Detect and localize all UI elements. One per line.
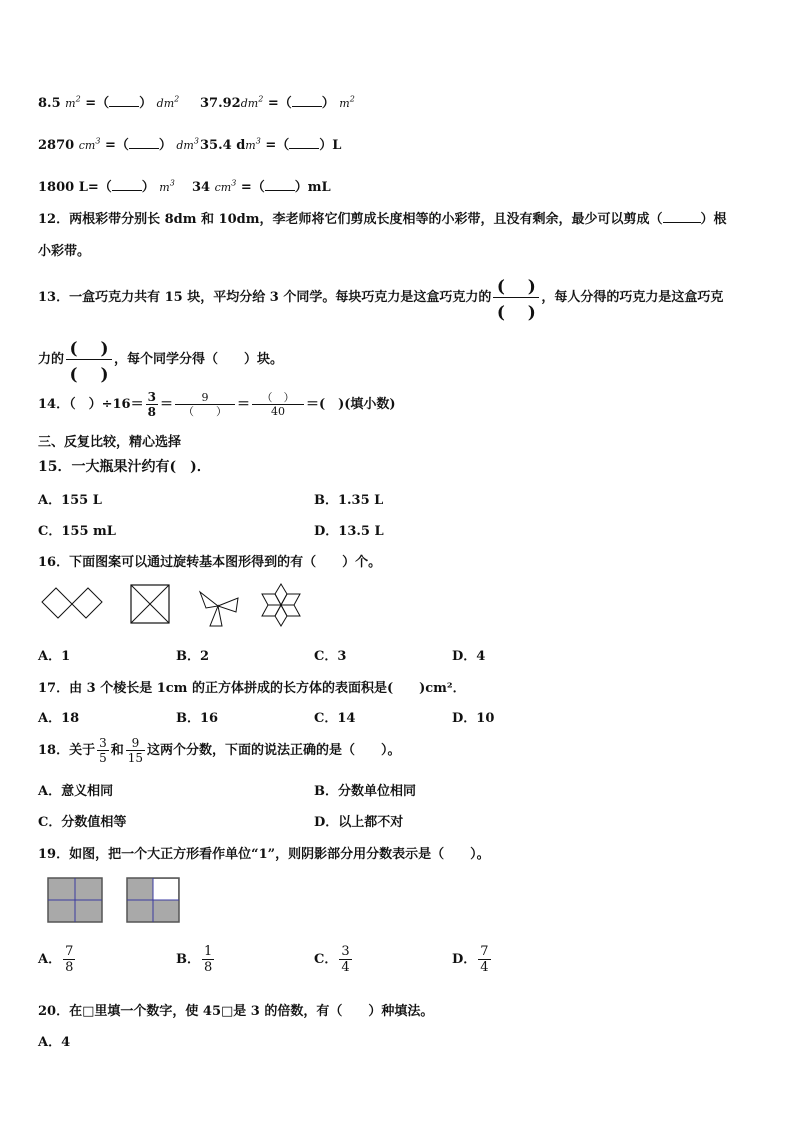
answer-blank[interactable]: [663, 210, 701, 223]
option-d[interactable]: D．4: [452, 649, 486, 664]
exponent: 3: [255, 136, 261, 146]
exponent: 3: [231, 178, 237, 188]
denominator: 4: [341, 960, 350, 975]
denominator: 15: [127, 751, 144, 765]
close: ）: [321, 96, 335, 111]
numerator: 9: [201, 391, 209, 404]
eq: =（: [267, 96, 292, 111]
close: ）: [139, 96, 153, 111]
unit-row-3: [38, 176, 175, 195]
fraction: [146, 390, 158, 419]
close: ）: [158, 138, 172, 153]
unit-row-1: [38, 92, 179, 111]
denominator: 4: [480, 960, 489, 975]
unit-row-2b: [200, 134, 341, 153]
option-b[interactable]: [176, 944, 216, 975]
question-text: 12．两根彩带分别长 8dm 和 10dm，李老师将它们剪成长度相等的小彩带，且没有剩余，最少可以剪成（: [38, 212, 663, 227]
close: ）mL: [294, 180, 331, 195]
option-a[interactable]: A．155 L: [38, 493, 102, 508]
unit: m: [159, 181, 170, 194]
unit: dm: [176, 139, 194, 152]
value: 34: [192, 180, 211, 195]
question-text: ）根: [700, 212, 727, 227]
option-a[interactable]: A．意义相同: [38, 784, 114, 799]
option-c[interactable]: C．3: [314, 649, 347, 664]
question-17: 17．由 3 个棱长是 1cm 的正方体拼成的长方体的表面积是( )cm²．: [38, 681, 466, 696]
value: 8.5: [38, 96, 61, 111]
fraction: [126, 736, 145, 765]
option-d[interactable]: D．10: [452, 711, 495, 726]
pattern-figure-1: [40, 584, 104, 624]
question-text: ，每人分得的巧克力是这盒巧克: [541, 290, 724, 305]
denominator: 8: [65, 960, 74, 975]
numerator: 3: [99, 736, 107, 750]
option-b[interactable]: B．16: [176, 711, 219, 726]
unit-row-3b: [192, 176, 331, 195]
numerator: 3: [147, 390, 156, 404]
answer-blank[interactable]: [129, 136, 159, 149]
question-13: [38, 272, 723, 323]
exponent: 2: [258, 94, 264, 104]
value: 1800 L=（: [38, 180, 112, 195]
option-d[interactable]: [452, 944, 493, 975]
pattern-figure-4: [258, 582, 304, 628]
unit: cm: [78, 139, 96, 152]
equals: ＝: [159, 397, 173, 412]
question-text: 小彩带。: [38, 244, 91, 259]
grid-figure-partial: [126, 877, 180, 923]
question-13-line2: [38, 334, 283, 385]
unit: m: [245, 139, 256, 152]
numerator: 7: [65, 944, 74, 959]
close: ）: [141, 180, 155, 195]
value: 37.92: [200, 96, 241, 111]
question-text: 18．关于: [38, 743, 96, 758]
eq: =（: [85, 96, 110, 111]
fraction-blank[interactable]: [175, 391, 235, 418]
question-text: ，每个同学分得（ ）块。: [114, 352, 284, 367]
option-d[interactable]: D．以上都不对: [314, 815, 404, 830]
question-19: 19．如图，把一个大正方形看作单位“1”，则阴影部分用分数表示是（ ）。: [38, 847, 490, 862]
denominator: （ ）: [175, 404, 235, 418]
question-text: 14．（ ）÷16＝: [38, 397, 144, 412]
option-label: B．: [176, 952, 200, 967]
exponent: 3: [95, 136, 101, 146]
question-text: 13．一盒巧克力共有 15 块，平均分给 3 个同学。每块巧克力是这盒巧克力的: [38, 290, 492, 305]
exponent: 2: [174, 94, 180, 104]
answer-blank[interactable]: [265, 178, 295, 191]
option-a[interactable]: A．18: [38, 711, 80, 726]
numerator: ( ): [496, 277, 536, 297]
numerator: （ ）: [261, 391, 295, 404]
denominator: 40: [252, 404, 304, 418]
fraction-blank[interactable]: [493, 272, 539, 323]
unit: dm: [156, 97, 175, 110]
question-text: 这两个分数，下面的说法正确的是（ ）。: [147, 743, 401, 758]
question-16: 16．下面图案可以通过旋转基本图形得到的有（ ）个。: [38, 555, 382, 570]
fraction-blank[interactable]: [66, 334, 112, 385]
unit: cm: [214, 181, 232, 194]
option-a[interactable]: [38, 944, 77, 975]
question-12: [38, 208, 727, 227]
exponent: 3: [169, 178, 175, 188]
eq: =（: [104, 138, 129, 153]
unit-row-2: [38, 134, 199, 153]
numerator: 7: [480, 944, 489, 959]
question-14: [38, 390, 396, 419]
option-b[interactable]: B．2: [176, 649, 210, 664]
close: ）L: [319, 138, 342, 153]
question-text: 力的: [38, 352, 65, 367]
value: 35.4 d: [200, 138, 246, 153]
option-c[interactable]: C．14: [314, 711, 356, 726]
option-label: D．: [452, 952, 477, 967]
denominator: ( ): [66, 359, 112, 385]
option-a[interactable]: A．4: [38, 1035, 71, 1050]
option-c[interactable]: C．分数值相等: [38, 815, 127, 830]
answer-blank[interactable]: [292, 94, 322, 107]
exponent: 2: [349, 94, 355, 104]
option-c[interactable]: [314, 944, 354, 975]
denominator: 8: [147, 405, 156, 419]
question-18: [38, 736, 401, 765]
pattern-figure-3: [196, 586, 242, 628]
fraction: [63, 944, 75, 975]
equals: ＝: [236, 397, 250, 412]
answer-blank[interactable]: [112, 178, 142, 191]
answer-blank[interactable]: [289, 136, 319, 149]
question-text: 和: [110, 743, 124, 758]
grid-figure-full: [47, 877, 103, 923]
unit-row-1b: [200, 92, 355, 111]
denominator: 8: [204, 960, 213, 975]
eq: =（: [265, 138, 290, 153]
numerator: 9: [131, 736, 140, 750]
option-b[interactable]: B．分数单位相同: [314, 784, 416, 799]
option-a[interactable]: A．1: [38, 649, 71, 664]
denominator: ( ): [493, 297, 539, 323]
numerator: 1: [204, 944, 213, 959]
fraction: [339, 944, 351, 975]
option-d[interactable]: D．13.5 L: [314, 524, 384, 539]
question-20: 20．在□里填一个数字，使 45□是 3 的倍数，有（ ）种填法。: [38, 1004, 434, 1019]
question-text: ＝( )(填小数): [305, 397, 396, 412]
option-c[interactable]: C．155 mL: [38, 524, 116, 539]
question-15: 15．一大瓶果汁约有( )．: [38, 459, 211, 475]
eq: =（: [240, 180, 265, 195]
answer-blank[interactable]: [109, 94, 139, 107]
option-label: A．: [38, 952, 62, 967]
fraction: [478, 944, 490, 975]
numerator: 3: [341, 944, 350, 959]
fraction: [97, 736, 109, 765]
option-label: C．: [314, 952, 338, 967]
exponent: 2: [75, 94, 81, 104]
exponent: 3: [193, 136, 199, 146]
section-heading: 三、反复比较，精心选择: [38, 435, 182, 450]
unit: m: [339, 97, 350, 110]
numerator: ( ): [69, 339, 109, 359]
fraction: [202, 944, 214, 975]
fraction-blank[interactable]: [252, 391, 304, 418]
option-b[interactable]: B．1.35 L: [314, 493, 384, 508]
unit: dm: [240, 97, 259, 110]
pattern-figure-2: [130, 584, 170, 624]
unit: m: [65, 97, 76, 110]
value: 2870: [38, 138, 75, 153]
denominator: 5: [99, 751, 107, 765]
